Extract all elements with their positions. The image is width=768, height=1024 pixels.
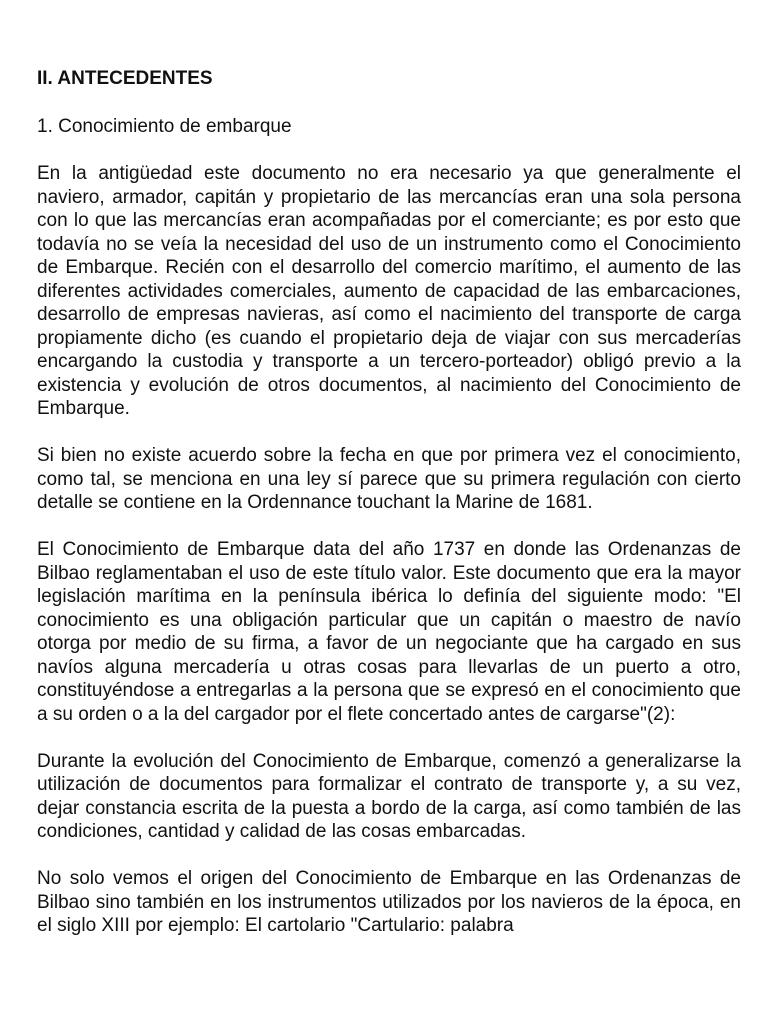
section-heading: II. ANTECEDENTES [37,68,213,89]
paragraph-4: Durante la evolución del Conocimiento de Embarque, comenzó a generalizarse la utilización de documentos para formalizar el contrato de transporte y, a su vez, dejar constancia escrita de la puesta a bordo de la carga, así como también de las condiciones, cantidad y calidad de las cosas embarcadas. [37,750,741,842]
paragraph-3: El Conocimiento de Embarque data del año 1737 en donde las Ordenanzas de Bilbao reglamentaban el uso de este título valor. Este documento que era la mayor legislación marítima en la península ibérica lo definía del siguiente modo: "El conocimiento es una obligación particular que un capitán o maestro de navío otorga por medio de su firma, a favor de un negociante que ha cargado en sus navíos alguna mercadería u otras cosas para llevarlas de un puerto a otro, constituyéndose a entregarlas a la persona que se expresó en el conocimiento que a su orden o a la del cargador por el flete concertado antes de cargarse"(2): [37,539,741,725]
document-page [37,67,741,961]
paragraph-2: Si bien no existe acuerdo sobre la fecha en que por primera vez el conocimiento, como tal, se menciona en una ley sí parece que su primera regulación con cierto detalle se contiene en la Ordennance touchant la Marine de 1681. [37,445,741,513]
paragraph-1: En la antigüedad este documento no era necesario ya que generalmente el naviero, armador, capitán y propietario de las mercancías eran una sola persona con lo que las mercancías eran acompañadas por el comerciante; es por esto que todavía no se veía la necesidad del uso de un instrumento como el Conocimiento de Embarque. Recién con el desarrollo del comercio marítimo, el aumento de las diferentes actividades comerciales, aumento de capacidad de las embarcaciones, desarrollo de empresas navieras, así como el nacimiento del transporte de carga propiamente dicho (es cuando el propietario deja de viajar con sus mercaderías encargando la custodia y transporte a un tercero-porteador) obligó previo a la existencia y evolución de otros documentos, al nacimiento del Conocimiento de Embarque. [37,163,741,419]
subsection-heading: 1. Conocimiento de embarque [37,115,292,137]
paragraph-5: No solo vemos el origen del Conocimiento de Embarque en las Ordenanzas de Bilbao sino también en los instrumentos utilizados por los navieros de la época, en el siglo XIII por ejemplo: El cartolario "Cartulario: palabra [37,868,741,936]
